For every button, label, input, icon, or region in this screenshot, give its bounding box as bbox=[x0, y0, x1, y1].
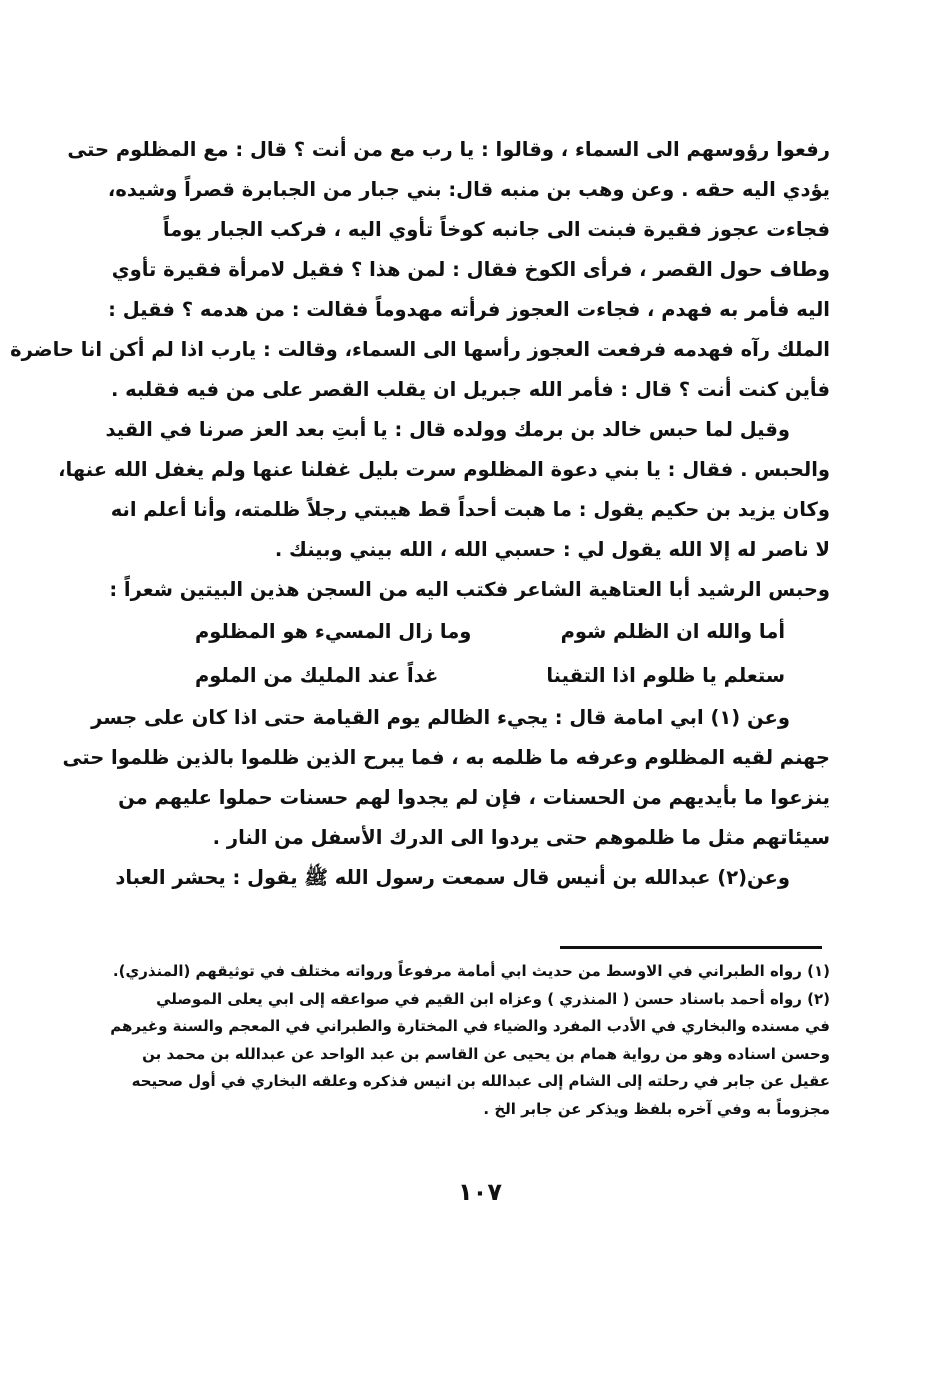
footnote-line: مجزوماً به وفي آخره بلفظ ويذكر عن جابر الخ . bbox=[483, 1099, 830, 1118]
text-line: الملك رآه فهدمه فرفعت العجوز رأسها الى السماء، وقالت : يارب اذا لم أكن انا حاضرة bbox=[10, 338, 830, 361]
main-text bbox=[10, 130, 830, 898]
footnote-line: (١) رواه الطبراني في الاوسط من حديث ابي أمامة مرفوعاً ورواته مختلف في توثيقهم (المنذري). bbox=[112, 962, 830, 980]
text-line: وحبس الرشيد أبا العتاهية الشاعر فكتب اليه من السجن هذين البيتين شعراً : bbox=[109, 578, 830, 601]
text-line: فجاءت عجوز فقيرة فبنت الى جانبه كوخاً تأوي اليه ، فركب الجبار يوماً bbox=[162, 218, 830, 241]
poem-verse bbox=[150, 610, 830, 654]
text-line: سيئاتهم مثل ما ظلموهم حتى يردوا الى الدرك الأسفل من النار . bbox=[212, 826, 830, 849]
text-line: رفعوا رؤوسهم الى السماء ، وقالوا : يا رب مع من أنت ؟ قال : مع المظلوم حتى bbox=[67, 138, 830, 161]
text-line: جهنم لقيه المظلوم وعرفه ما ظلمه به ، فما يبرح الذين ظلموا بالذين ظلموا حتى bbox=[62, 746, 830, 769]
poem-verse bbox=[150, 654, 830, 698]
verse-second-hemistich: وما زال المسيء هو المظلوم bbox=[195, 620, 472, 643]
text-line: وطاف حول القصر ، فرأى الكوخ فقال : لمن هذا ؟ فقيل لامرأة فقيرة تأوي bbox=[111, 258, 830, 281]
text-line: والحبس . فقال : يا بني دعوة المظلوم سرت بليل غفلنا عنها ولم يغفل الله عنها، bbox=[58, 458, 830, 481]
text-line: فأين كنت أنت ؟ قال : فأمر الله جبريل ان يقلب القصر على من فيه فقلبه . bbox=[110, 378, 830, 401]
text-line: وقيل لما حبس خالد بن برمك وولده قال : يا أبتِ بعد العز صرنا في القيد bbox=[105, 418, 790, 441]
text-line: يؤدي اليه حقه . وعن وهب بن منبه قال: بني جبار من الجبابرة قصراً وشيده، bbox=[107, 178, 830, 201]
text-line: اليه فأمر به فهدم ، فجاءت العجوز فرأته مهدوماً فقالت : من هدمه ؟ فقيل : bbox=[108, 298, 830, 321]
verse-first-hemistich: ستعلم يا ظلوم اذا التقينا bbox=[546, 664, 785, 687]
text-line: وعن (١) ابي امامة قال : يجيء الظالم يوم القيامة حتى اذا كان على جسر bbox=[91, 706, 790, 729]
text-line: وعن(٢) عبدالله بن أنيس قال سمعت رسول الله ﷺ يقول : يحشر العباد bbox=[115, 866, 790, 889]
text-line: ينزعوا ما بأيديهم من الحسنات ، فإن لم يجدوا لهم حسنات حملوا عليهم من bbox=[118, 786, 830, 809]
footnote-line: (٢) رواه أحمد باسناد حسن ( المنذري ) وعزاه ابن القيم في صواعقه إلى ابي يعلى الموصلي bbox=[156, 989, 830, 1008]
page-number: ١٠٧ bbox=[458, 1178, 502, 1206]
verse-first-hemistich: أما والله ان الظلم شوم bbox=[560, 620, 785, 643]
text-line: لا ناصر له إلا الله يقول لي : حسبي الله ، الله بيني وبينك . bbox=[274, 538, 830, 561]
text-line: وكان يزيد بن حكيم يقول : ما هبت أحداً قط هيبتي رجلاً ظلمته، وأنا أعلم انه bbox=[110, 498, 830, 521]
footnote-line: في مسنده والبخاري في الأدب المفرد والضياء في المختارة والطبراني في المعجم والسنة وغيرهم bbox=[110, 1017, 830, 1035]
footnotes bbox=[110, 958, 830, 1123]
verse-second-hemistich: غداً عند المليك من الملوم bbox=[195, 664, 439, 687]
footnote-line: وحسن اسناده وهو من رواية همام بن يحيى عن القاسم بن عبد الواحد عن عبدالله بن محمد بن bbox=[142, 1044, 830, 1063]
footnote-line: عقيل عن جابر في رحلته إلى الشام إلى عبدالله بن انيس فذكره وعلقه البخاري في أول صحيحه bbox=[131, 1072, 830, 1090]
footnote-separator bbox=[560, 946, 822, 949]
